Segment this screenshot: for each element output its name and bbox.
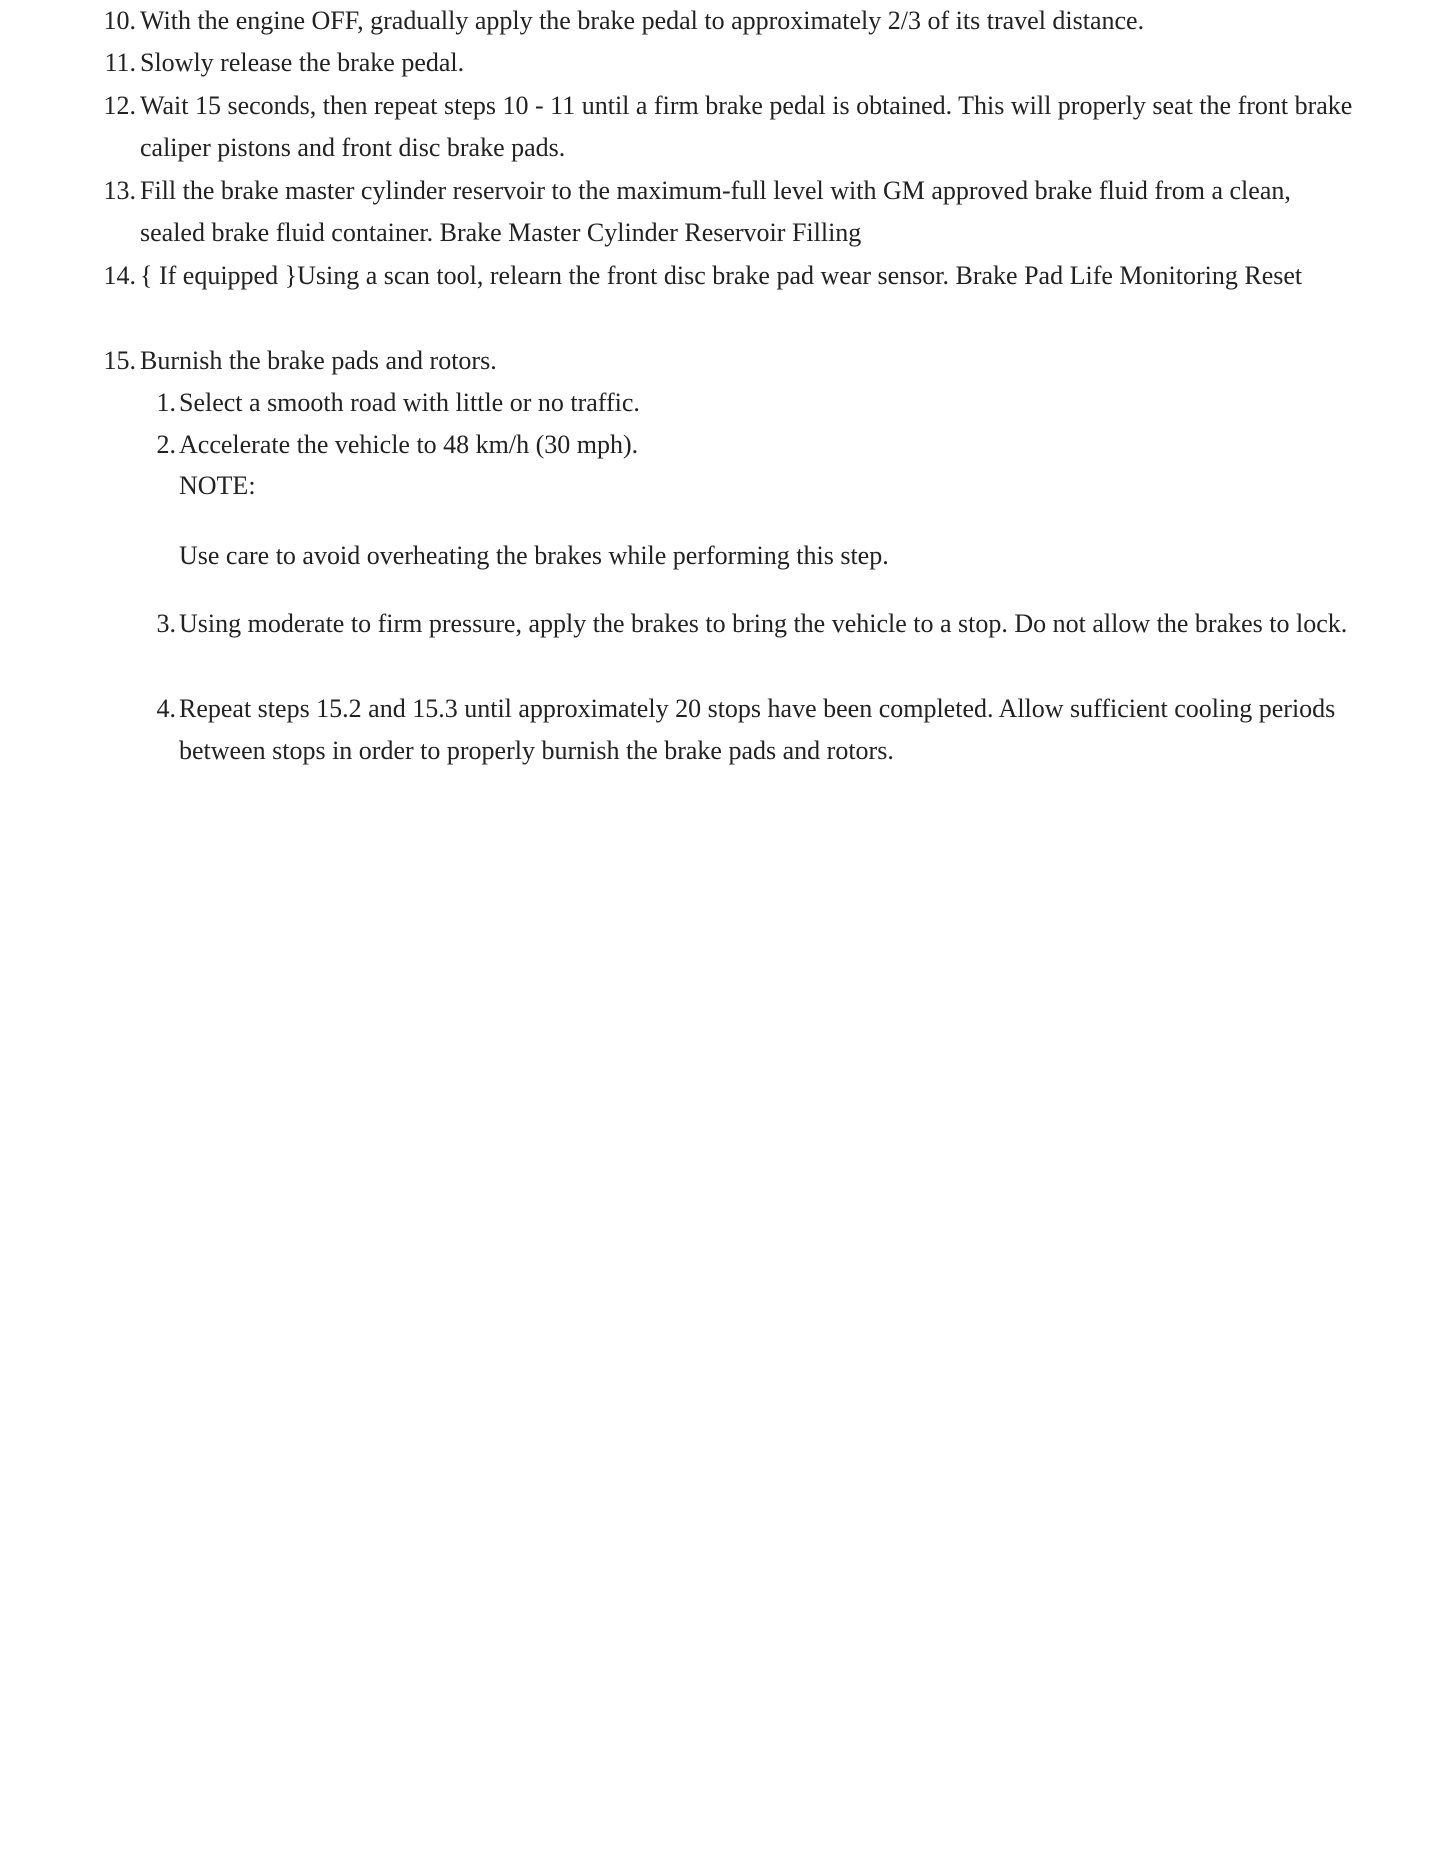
substep-number: 1. <box>156 388 176 417</box>
step-number: 15. <box>103 346 136 375</box>
step-text: Wait 15 seconds, then repeat steps 10 - 11 until a firm brake pedal is obtained. This will properly seat the front brake caliper pistons and front disc brake pads. <box>140 91 1353 162</box>
step-text: Fill the brake master cylinder reservoir to the maximum-full level with GM approved brake fluid from a clean, sealed brake fluid container. Brake Master Cylinder Reservoir Filling <box>140 176 1291 247</box>
substep-text: Accelerate the vehicle to 48 km/h (30 mph). <box>179 430 639 459</box>
substep-number: 3. <box>156 609 176 638</box>
note-label: NOTE: <box>179 471 256 500</box>
substep-number: 2. <box>156 430 176 459</box>
step-text: With the engine OFF, gradually apply the brake pedal to approximately 2/3 of its travel distance. <box>140 6 1145 35</box>
step-text: Slowly release the brake pedal. <box>140 48 465 77</box>
note-text: Use care to avoid overheating the brakes while performing this step. <box>179 541 889 570</box>
substep-number: 4. <box>156 694 176 723</box>
substep-text: Using moderate to firm pressure, apply the brakes to bring the vehicle to a stop. Do not allow the brakes to lock. <box>179 609 1348 638</box>
step-number: 10. <box>103 6 136 35</box>
step-text: { If equipped }Using a scan tool, relearn the front disc brake pad wear sensor. Brake Pad Life Monitoring Reset <box>140 261 1303 290</box>
substep-text: Repeat steps 15.2 and 15.3 until approximately 20 stops have been completed. Allow sufficient cooling periods between stops in order to properly burnish the brake pads and rotors. <box>179 694 1336 765</box>
step-number: 12. <box>103 91 136 120</box>
step-number: 13. <box>103 176 136 205</box>
substep-text: Select a smooth road with little or no traffic. <box>179 388 640 417</box>
step-text: Burnish the brake pads and rotors. <box>140 346 497 375</box>
step-number: 11. <box>104 48 136 77</box>
step-number: 14. <box>103 261 136 290</box>
